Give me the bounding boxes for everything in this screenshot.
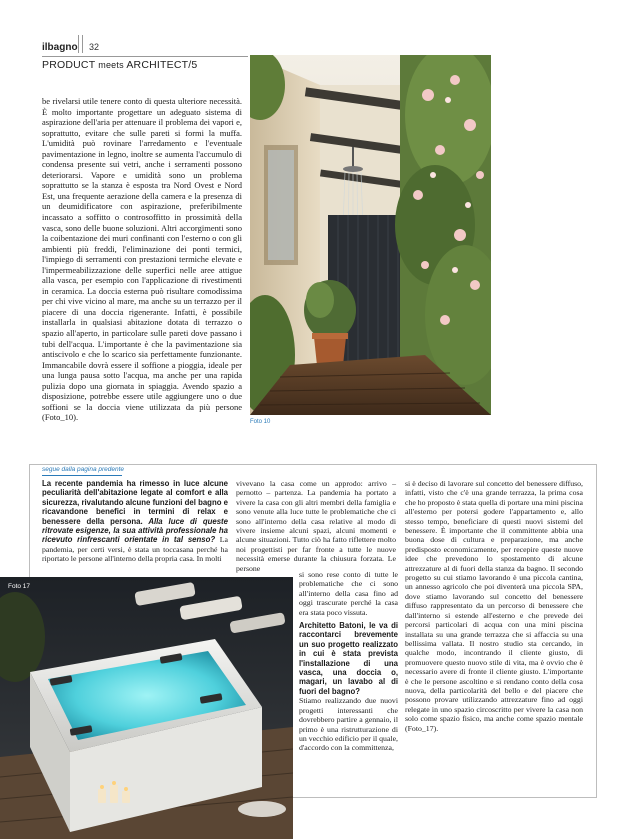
interview-answer-1: La pandemia, per certi versi, è stata un toccasana perché ha riportato le persone all'interno della propria casa. In molti <box>42 535 228 564</box>
photo-caption-17: Foto 17 <box>8 583 31 590</box>
page-number: 32 <box>89 42 100 52</box>
interview-answer-3: Stiamo realizzando due nuovi progetti interessanti che dovrebbero partire a gennaio, il primo è una ristrutturazione di un vecchio edificio per il quale, d'accordo con la committenza, <box>299 696 398 753</box>
article-column-top: be rivelarsi utile tenere conto di questa ulteriore necessità. È molto importante progettare un adeguato sistema di aspirazione dell'aria per attenuare il problema dei vapori e, soprattutto, evitare che sulle pareti si formi la muffa. L'umidità può rovinare l'arredamento e l'eventuale pavimentazione in legno, inoltre se aumenta l'accumulo di condensa presente sui vetri, anche i serramenti possono deteriorarsi. Vapore e umidità sono un problema soprattutto se la stanza è esposta tra Nord Ovest e Nord Est, una frequente aerazione della camera e la presenza di un deumidificatore con aspirazione, preferibilmente incassato a soffitto o controsoffitto in prossimità della vasca, sono delle buone soluzioni. Altri accorgimenti sono la coibentazione dei muri confinanti con l'esterno o con gli ambienti più freddi, l'eliminazione dei ponti termici, l'impiego di serramenti con prestazioni termiche elevate e l'impermeabilizzazione delle superfici nelle aree attigue alla vasca, per esempio con l'applicazione di rivestimenti in ceramica. La doccia esterna può risultare comodissima per chi vive vicino al mare, ma anche su un terrazzo per il piacere di una doccia rigenerante. Infatti, è possibile installarla in qualsiasi abitazione dotata di terrazzo o spazio all'aperto, in particolare sulle pareti dove passano i tubi dell'acqua. L'importante è che la pavimentazione sia antiscivolo e che lo scarico sia perfettamente funzionante. Immancabile dovrà essere il soffione a pioggia, ideale per una lunga pausa sotto l'acqua, ma anche per una rapida pulizia dopo una giornata in spiaggia. Avendo spazio a disposizione, potrebbe essere utile aggiungere uno o due soffioni se la doccia viene utilizzata da più persone (Foto_10). <box>42 96 242 423</box>
photo-caption-10: Foto 10 <box>250 419 271 425</box>
continued-kicker: segue dalla pagina predente <box>42 466 125 473</box>
interview-column-3: si è deciso di lavorare sul concetto del benessere diffuso, infatti, visto che c'è una grande terrazza, la prima cosa che ho proposto è stata quella di portare una mini piscina all'esterno per potersi godere l'appartamento e, allo stesso tempo, beneficiare di questi nuovi sistemi del benessere. È importante che il committente abbia una buona dose di cultura e preparazione, ma anche predisposto economicamente, per recepire queste nuove idee che prevedono lo spostamento di alcune attrezzature al di fuori della stanza da bagno. Il secondo progetto su cui stiamo lavorando è una piccola cantina, un annesso agricolo che poi diventerà una piccola SPA, dove stiamo lavorando sul concetto del benessere diffuso rappresentato da un percorso di benessere che dall'interno si estende all'esterno e che prevede dei percorsi particolari di acqua con una mini piscina installata su una grande terrazza che si affaccia su una bellissima vallata. Il nostro studio sta cercando, in qualche modo, incontrando il cliente giusto, di promuovere questo nuovo stile di vita, ma è ovvio che è necessario avere di fronte il cliente giusto. L'importante è che le persone ascoltino e si rendano conto della cosa nuova, della particolarità del bello e del piacere che possono provare utilizzando attrezzature fino ad oggi relegate in uno spazio circoscritto per vivere la casa non solo come spazio fisico, ma anche come spazio mentale (Foto_17). <box>405 479 583 733</box>
section-meets: meets <box>98 60 124 70</box>
header-rule <box>42 56 248 57</box>
kicker-rule <box>42 475 122 476</box>
section-product: PRODUCT <box>42 59 96 71</box>
outdoor-shower-photo <box>250 55 491 415</box>
interview-lead-question: La recente pandemia ha rimesso in luce alcune peculiarità dell'abitazione legate al comfort e alla sicurezza, rivalutando alcune funzioni del bagno e ricavandone benefici in termini di relax e benessere della persona. <box>42 479 228 526</box>
interview-column-1 <box>42 479 228 564</box>
interview-question-2: Architetto Batoni, le va di raccontarci brevemente un suo progetto realizzato in cui è stata prevista l'installazione di una vasca, una doccia o, magari, un lavabo al di fuori del bagno? <box>299 621 398 696</box>
outdoor-spa-photo <box>0 577 293 839</box>
section-title <box>42 59 197 71</box>
interview-column-2b <box>299 570 398 753</box>
interview-column-2: vivevano la casa come un approdo: arrivo – pernotto – partenza. La pandemia ha portato a vivere la casa con gli altri membri della famiglia e sono venute alla luce tutte le problematiche che ci sono all'interno della casa relative al modo di vivere insieme alcuni spazi, alcuni momenti e alcune situazioni. Tutto ciò ha fatto riflettere molto noi progettisti per far fronte a tutte le nuove necessità emerse durante la chiusura forzata. Le persone <box>236 479 396 573</box>
interview-lead-question-italic: Alla luce di queste ritrovate esigenze, la sua attività professionale ha ricevuto rinfrescanti orientate in tal senso? <box>42 516 228 545</box>
section-architect: ARCHITECT/5 <box>126 59 198 71</box>
magazine-name: ilbagno <box>42 42 78 53</box>
header-divider <box>78 35 83 53</box>
interview-answer-2: si sono rese conto di tutte le problematiche che ci sono all'interno della casa fino ad oggi trascurate perché la casa era stata poco vissuta. <box>299 570 398 617</box>
